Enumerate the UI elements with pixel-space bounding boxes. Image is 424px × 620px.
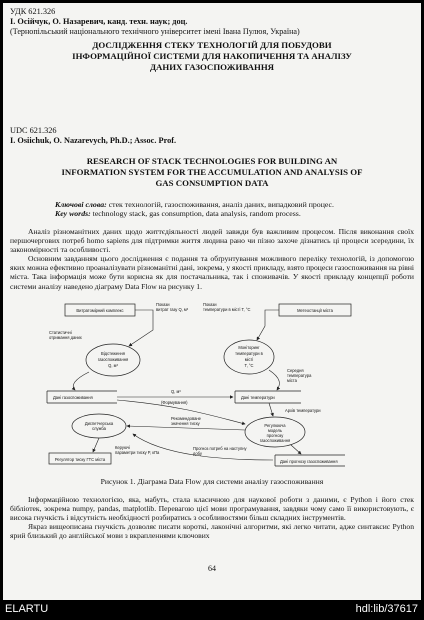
diagram-label: Середня [287,368,304,373]
diagram-label: газоспоживання [259,438,291,443]
title-en-line: RESEARCH OF STACK TECHNOLOGIES FOR BUILDING AN [86,156,338,166]
diagram-label: модель [267,428,283,433]
title-en-line: INFORMATION SYSTEM FOR THE ACCUMULATION AND ANALYSIS OF [61,167,363,177]
page-number: 64 [208,564,216,573]
title-ua-line: ДАНИХ ГАЗОСПОЖИВАННЯ [149,62,275,72]
intro-text [10,227,414,291]
diagram-label: Моніторинг [238,345,260,350]
keywords-en-text: technology stack, gas consumption, data analysis, random process. [90,209,301,219]
diagram-label: Витратомірний комплекс [76,308,124,313]
flow-arrow [291,445,301,454]
diagram-label: температури в [235,351,263,356]
diagram-label: Регулятор тиску ГТС міста [54,457,106,462]
diagram-label: Дані газоспоживання [53,395,93,400]
diagram-label: значення тиску [171,421,200,426]
flow-arrow [129,310,153,346]
diagram-label: Рекомендоване [171,416,201,421]
data-flow-diagram [43,300,383,470]
udc-en: UDC 621.326 [10,126,57,135]
diagram-label: газоспоживання [97,357,129,362]
diagram-label: Дані прогнозу газоспоживання [280,459,338,464]
diagram-label: Статистичні [49,330,72,335]
keywords-ua [55,200,405,209]
diagram-label: Керуючі [115,445,130,450]
diagram-label: температури в місті T, °C [203,307,251,312]
diagram-label: (Формування) [161,400,188,405]
title-en [3,156,421,189]
body-paragraph: Інформаційною технологією, яка, мабуть, стала класичною для наукової роботи з даними, є Python і його стек бібліотек, зокрема numpy, pandas, matplotlib. Перевагою цієї мови програмування, завдяки чому само її використовують, є висока гнучкість і відсутність необхідності розбиратись з особливостями більш складних інструментів. [10,495,414,523]
authors-en: I. Osiichuk, O. Nazarevych, Ph.D.; Assoc. Prof. [10,136,177,145]
authors-ua: І. Осійчук, О. Назаревич, канд. техн. наук; доц. [10,17,188,26]
diagram-label: Q, м³ [108,363,118,368]
diagram-label: Метеостанції міста [297,308,333,313]
diagram-label: Покази [203,302,217,307]
diagram-label: Покази [156,302,170,307]
flow-arrow [257,310,279,340]
body-paragraph: Якраз вищеописана гнучкість дозволяє писати короткі, лаконічні алгоритми, які легко читати, адже синтаксис Python ярий близький до англійської мови з вкрапленнями ключових [10,522,414,541]
intro-paragraph: Основним завданням цього дослідження є подання та обґрунтування можливого переліку технологій, із допомогою яких можна ефективно проаналізувати різноманітні дані, зокрема, у якості прикладу, взято процеси газоспоживання на рівні міста. Така інформація може бути корисна як для постачальника, так і споживачів. У якості прикладу концепції роботи системи аналізу наведено діаграму Data Flow на рисунку 1. [10,254,414,291]
keywords-ua-text: стек технологій, газоспоживання, аналіз даних, випадковий процес. [106,200,334,209]
flow-arrow [269,370,279,390]
diagram-label: Дані температури [241,395,275,400]
diagram-label: T, °C [244,363,254,368]
diagram-label: параметри тиску P, кПа [115,450,160,455]
diagram-label: Відстеження [101,351,125,356]
diagram-label: прогнозу [266,433,284,438]
footer-repository-label: ELARTU [5,603,49,615]
udc-ua: УДК 621.326 [10,7,56,16]
diagram-label: служба [92,426,106,431]
diagram-label: температура [287,373,312,378]
flow-arrow [73,372,89,390]
diagram-label: місті [244,357,254,362]
title-en-line: GAS CONSUMPTION DATA [155,178,269,188]
title-ua [3,40,421,73]
diagram-label: витрат газу Q, м³ [156,307,189,312]
flow-arrow [269,403,273,416]
keywords-en-label: Key words: [55,209,91,219]
flow-arrow [127,426,245,430]
paper-page [3,3,421,600]
title-ua-line: ДОСЛІДЖЕННЯ СТЕКУ ТЕХНОЛОГІЙ ДЛЯ ПОБУДОВИ [92,40,332,50]
figure-caption: Рисунок 1. Діаграма Data Flow для системи аналізу газоспоживання [100,477,324,486]
keywords-block [55,200,405,218]
body-text [10,495,414,540]
diagram-label: Регулююча [264,423,286,428]
diagram-label: Q, м³ [171,389,181,394]
diagram-label: Прогноз потреб на наступну [193,446,247,451]
diagram-label: міста [287,378,297,383]
footer-handle-link[interactable]: hdl:lib/37617 [355,603,418,615]
keywords-ua-label: Ключові слова: [55,200,107,209]
flow-arrow [93,438,99,452]
intro-paragraph: Аналіз різноманітних даних щодо життєдіяльності людей завжди був важливим процесом. Після виконання своїх першочергових потреб homo sapiens для підтримки життя людина рано чи пізно захоче дізнатись ці процеси зсередини, їх закономірності та особливості. [10,227,414,255]
diagram-label: Диспетчерська [84,421,114,426]
affiliation-ua: (Тернопільський національного технічного університет імені Івана Пулюя, Україна) [10,27,300,36]
diagram-label: отримання даних [49,335,82,340]
diagram-label: добу [193,451,202,456]
title-ua-line: ІНФОРМАЦІЙНОЇ СИСТЕМИ ДЛЯ НАКОПИЧЕННЯ ТА АНАЛІЗУ [72,51,352,61]
diagram-label: Архів температури [285,408,321,413]
keywords-en [55,209,405,218]
